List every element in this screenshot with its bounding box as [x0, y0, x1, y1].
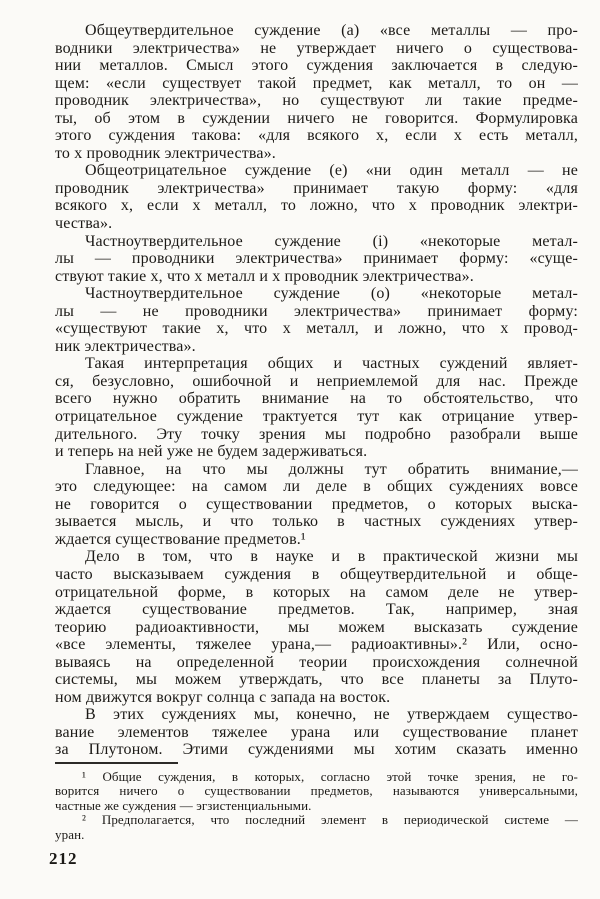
text-line: то х проводник электричества».: [55, 144, 276, 162]
text-line: ствуют такие х, что х металл и х проводник электричества».: [55, 267, 474, 285]
text-line: чества».: [55, 215, 113, 233]
text-line: Общеотрицательное суждение (е) «ни один металл — не: [85, 162, 578, 180]
text-line: ник электричества».: [55, 337, 196, 355]
text-line: Главное, на что мы должны тут обратить внимание,—: [85, 460, 578, 478]
footnote-line: уран.: [55, 827, 85, 842]
text-line: проводник электричества» принимает такую форму: «для: [55, 179, 578, 197]
footnotes: [55, 770, 578, 842]
footnote-line: частные же суждения — эгзистенциальными.: [55, 798, 312, 813]
text-line: всего нужно обратить внимание на то обстоятельство, что: [55, 390, 578, 408]
text-line: отрицательной форме, в которых на самом деле не утвер-: [55, 583, 578, 601]
text-line: ном движутся вокруг солнца с запада на восток.: [55, 688, 391, 706]
text-line: вание элементов тяжелее урана или существование планет: [55, 723, 578, 741]
text-line: отрицательное суждение трактуется тут как отрицание утвер-: [55, 408, 578, 426]
text-line: за Плутоном. Этими суждениями мы хотим сказать именно: [55, 741, 578, 759]
text-line: лы — не проводники электричества» принимает форму:: [55, 302, 578, 320]
text-line: «все элементы, тяжелее урана,— радиоактивны».² Или, осно-: [55, 636, 578, 654]
text-line: системы, мы можем утверждать, что все планеты за Плуто-: [55, 671, 578, 689]
text-line: ждается существование предметов.¹: [55, 530, 306, 548]
paragraph: [55, 162, 578, 232]
text-line: Такая интерпретация общих и частных суждений являет-: [85, 355, 578, 373]
text-line: дительного. Эту точку зрения мы подробно разобрали выше: [55, 425, 578, 443]
text-line: всякого х, если х металл, то ложно, что х проводник электри-: [55, 197, 578, 215]
text-line: и теперь на ней уже не будем задерживаться.: [55, 443, 368, 461]
text-line: нии металлов. Смысл этого суждения заключается в следую-: [55, 57, 578, 75]
text-line: «существуют такие х, что х металл, и ложно, что х провод-: [55, 320, 578, 338]
text-line: В этих суждениях мы, конечно, не утверждаем существо-: [85, 706, 578, 724]
paragraph: [55, 548, 578, 706]
paragraph: [55, 461, 578, 549]
paragraph: [55, 706, 578, 759]
text-line: ты, об этом в суждении ничего не говорится. Формулировка: [55, 109, 578, 127]
text-line: проводник электричества», но существуют ли такие предме-: [55, 92, 578, 110]
footnote-line: ворится ничего о существовании предметов, называются универсальными,: [55, 784, 578, 799]
text-line: Частноутвердительное суждение (i) «некоторые метал-: [85, 232, 578, 250]
paragraph: [55, 355, 578, 460]
paragraph: [55, 22, 578, 162]
text-line: вываясь на определенной теории происхождения солнечной: [55, 653, 578, 671]
text-line: водники электричества» не утверждает ничего о существова-: [55, 39, 578, 57]
page-number: 212: [49, 849, 78, 868]
text-line: Дело в том, что в науке и в практической жизни мы: [85, 548, 578, 566]
footnote-line: ¹ Общие суждения, в которых, согласно этой точке зрения, не го-: [82, 770, 578, 784]
footnote: [55, 813, 578, 842]
footnote-separator: [55, 762, 178, 764]
text-line: теорию радиоактивности, мы можем высказать суждение: [55, 618, 578, 636]
text-line: зывается мысль, и что только в частных суждениях утвер-: [55, 513, 578, 531]
text-line: Общеутвердительное суждение (а) «все металлы — про-: [85, 22, 578, 39]
footnote-line: ² Предполагается, что последний элемент в периодической системе —: [82, 813, 578, 828]
text-line: не говорится о существовании предметов, о которых выска-: [55, 495, 578, 513]
text-line: этого суждения такова: «для всякого х, если х есть металл,: [55, 127, 578, 145]
paragraph: [55, 233, 578, 286]
text-line: Частноутвердительное суждение (о) «некоторые метал-: [85, 285, 578, 303]
footnote: [55, 770, 578, 813]
text-line: ся, безусловно, ошибочной и неприемлемой для нас. Прежде: [55, 372, 578, 390]
text-line: это следующее: на самом ли деле в общих суждениях вовсе: [55, 478, 578, 496]
text-line: щем: «если существует такой предмет, как металл, то он —: [55, 74, 578, 92]
main-text: [55, 22, 578, 759]
text-line: часто высказываем суждения в общеутвердительной и обще-: [55, 565, 578, 583]
text-line: ждается существование предметов. Так, например, зная: [55, 601, 578, 619]
paragraph: [55, 285, 578, 355]
text-line: лы — проводники электричества» принимает форму: «суще-: [55, 250, 578, 268]
